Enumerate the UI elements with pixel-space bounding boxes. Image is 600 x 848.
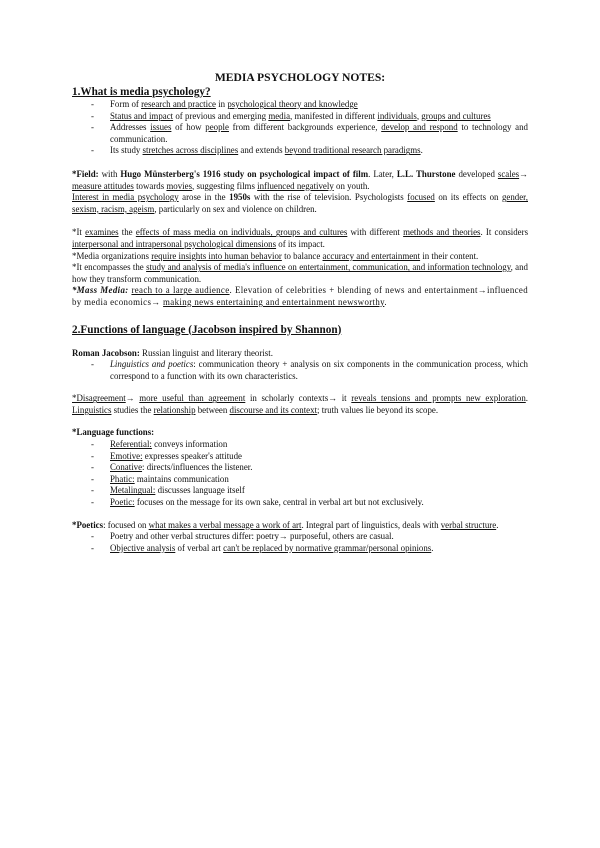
list-item: - Referential: conveys information [110, 439, 528, 451]
list-item: - Objective analysis of verbal art can't be replaced by normative grammar/personal opinions. [110, 543, 528, 555]
disagreement-paragraph: *Disagreement→ more useful than agreement in scholarly contexts→ it reveals tensions and prompts new exploration. Linguistics studies the relationship between discourse and its context; truth values lie beyond its scope. [72, 393, 528, 415]
list-item: - Metalingual: discusses language itself [110, 485, 528, 497]
roman-jacobson-paragraph: Roman Jacobson: Russian linguist and literary theorist. [72, 347, 273, 358]
section-1-list [72, 99, 528, 157]
list-item: - Phatic: maintains communication [110, 474, 528, 486]
page-title: MEDIA PSYCHOLOGY NOTES: [214, 71, 386, 84]
list-item: - Status and impact of previous and emerging media, manifested in different individuals, groups and cultures [110, 111, 528, 123]
interest-paragraph: Interest in media psychology arose in the 1950s with the rise of television. Psychologists focused on its effects on gender, sexism, racism, ageism, particularly on sex and violence on children. [72, 192, 528, 214]
poetics-paragraph: *Poetics: focused on what makes a verbal message a work of art. Integral part of linguistics, deals with verbal structure. [72, 519, 499, 530]
field-paragraph: *Field: with Hugo Münsterberg's 1916 study on psychological impact of film. Later, L.L. Thurstone developed scales→ measure attitudes towards movies, suggesting films influenced negatively on youth. [72, 168, 528, 191]
list-item: - Addresses issues of how people from different backgrounds experience, develop and respond to technology and communication. [110, 122, 528, 145]
list-item: - Poetry and other verbal structures differ: poetry→ purposeful, others are casual. [110, 531, 528, 543]
language-functions-heading: *Language functions: [72, 427, 155, 438]
document-body [72, 71, 528, 554]
section-1-heading: 1.What is media psychology? [72, 86, 211, 98]
list-item: - Its study stretches across disciplines and extends beyond traditional research paradigms. [110, 145, 528, 157]
jacobson-list [72, 359, 528, 382]
language-functions-list [72, 439, 528, 509]
mass-media-paragraph: *Mass Media: reach to a large audience. Elevation of celebrities + blending of news and entertainment→influenced by media economics→ making news entertaining and entertainment newsworthy. [72, 285, 528, 307]
examines-paragraph: *It examines the effects of mass media on individuals, groups and cultures with different methods and theories. It considers interpersonal and intrapersonal psychological dimensions of its impact. [72, 227, 529, 249]
section-2-heading: 2.Functions of language (Jacobson inspired by Shannon) [72, 323, 342, 336]
list-item: - Linguistics and poetics: communication theory + analysis on six components in the communication process, which correspond to a function with its own characteristics. [110, 359, 528, 382]
media-org-paragraph: *Media organizations require insights into human behavior to balance accuracy and entertainment in their content. [72, 250, 479, 261]
list-item: - Form of research and practice in psychological theory and knowledge [110, 99, 528, 111]
list-item: - Poetic: focuses on the message for its own sake, central in verbal art but not exclusively. [110, 497, 528, 509]
list-item: - Conative: directs/influences the listener. [110, 462, 528, 474]
poetics-list [72, 531, 528, 554]
list-item: - Emotive: expresses speaker's attitude [110, 451, 528, 463]
encompasses-paragraph: *It encompasses the study and analysis of media's influence on entertainment, communication, and information technology, and how they transform communication. [72, 262, 528, 284]
